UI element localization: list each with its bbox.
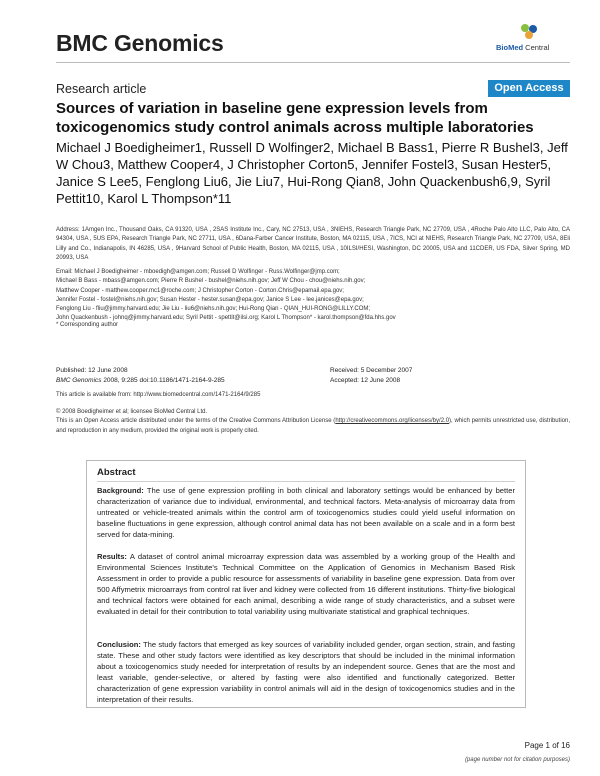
logo-brand: BioMed [496,43,524,52]
abstract-box [86,460,526,708]
article-type: Research article [56,82,147,96]
email-line: Email: Michael J Boedigheimer - mboedigh@amgen.com; Russell D Wolfinger - Russ.Wolfinger@jmp.com; [56,269,340,275]
email-line: Matthew Cooper - matthew.cooper.mc1@roche.com; J Christopher Corton - Corton.Chris@epamail.epa.gov; [56,287,344,294]
abstract-background: Background: The use of gene expression profiling in both clinical and laboratory settings would be enhanced by better characterization of variance due to individual, environmental, and technical factors. Meta-analysis of microarray data from untreated or vehicle-treated animals within the control arm of toxicogenomics studies could yield useful information on baseline fluctuations in gene expression, although control animal data has not been available on a scale and in a form best served for data-mining. [97,486,515,539]
article-url[interactable]: This article is available from: http://www.biomedcentral.com/1471-2164/9/285 [56,392,261,398]
author-name: Russell D Wolfinger2 , [209,140,337,155]
corresponding-author-note: * Corresponding author [56,322,119,328]
author-name: Jie Liu7 , [235,174,287,189]
page-number: Page 1 of 16 [524,741,570,750]
received-date: Received: 5 December 2007 [330,367,413,374]
license-text: This is an Open Access article distributed under the terms of the Creative Commons Attribution License (http://creativecommons.org/licenses/by/2.0), which permits unrestricted use, distribution, and reproduction in any medium, provided the original work is properly cited. [56,418,570,434]
author-name: Susan Hester5 , [461,157,551,172]
biomed-central-logo[interactable] [496,22,564,56]
author-name: Pierre R Bushel3 , [442,140,548,155]
background-label: Background: [97,486,144,495]
author-name: Janice S Lee5 , [56,174,146,189]
abstract-conclusion: Conclusion: The study factors that emerged as key sources of variability included gender, organ section, strain, and fasting state. These and other study factors were identified as key descriptors that should be included in the minimal information about a toxicogenomics study needed for interpretation of results by an independent source. Genes that are the most and least variable, gender-selective, or altered by fasting were also identified and functionally categorized. Better characterization of gene expression variability in control animals will aid in the design of toxicogenomics studies and in the interpretation of their results. [97,640,515,704]
logo-suffix: Central [523,43,550,52]
author-name: Jeff W Chou3 , [56,140,568,172]
license-link[interactable]: http://creativecommons.org/licenses/by/2.0 [335,418,450,425]
open-access-badge: Open Access [488,80,570,97]
abstract-heading: Abstract [97,467,136,478]
copyright-notice [56,408,570,436]
author-name: Michael J Boedigheimer1 , [56,140,209,155]
author-name: Karol L Thompson*11 [107,191,232,206]
journal-title: BMC Genomics [56,30,224,56]
citation [56,376,225,386]
abstract-results: Results: A dataset of control animal microarray expression data was assembled by a working group of the Health and Environmental Sciences Institute's Technical Committee on the Application of Genomics in Mechanism Based Risk Assessment in order to provide a public resource for assessments of variability in baseline gene expression. Data from over 500 Affymetrix microarrays from control rat liver and kidney were collected from 16 different institutions. Thirty-five biological and technical factors were obtained for each animal, describing a wide range of study characteristics, and a subset were evaluated in detail for their contribution to total variability using multivariate statistical and graphical techniques. [97,552,515,616]
citation-details: 2008, 9:285 doi:10.1186/1471-2164-9-285 [101,376,225,384]
author-name: Jennifer Fostel3 , [362,157,462,172]
author-name: Michael B Bass1 , [338,140,442,155]
article-title: Sources of variation in baseline gene expression levels from toxicogenomics study control animals across multiple laboratories [56,100,534,136]
published-date: Published: 12 June 2008 [56,367,128,374]
submission-dates [330,366,412,385]
header-divider [56,62,570,63]
abstract-divider [97,481,515,482]
conclusion-label: Conclusion: [97,640,141,649]
author-name: Syril Pettit10 , [56,174,550,206]
citation-journal: BMC Genomics [56,376,102,384]
author-name: Fenglong Liu6 , [146,174,236,189]
email-line: Jennifer Fostel - fostel@niehs.nih.gov; Susan Hester - hester.susan@epa.gov; Janice S Lee - lee.janices@epa.gov; [56,296,364,303]
author-name: J Christopher Corton5 , [227,157,361,172]
author-name: Hui-Rong Qian8 , [287,174,387,189]
author-list [56,139,570,207]
email-line: Michael B Bass - mbass@amgen.com; Pierre R Bushel - bushel@niehs.nih.gov; Jeff W Chou - chou@niehs.nih.gov; [56,278,366,285]
email-line: John Quackenbush - johnq@jimmy.harvard.edu; Syril Pettit - spettit@ilsi.org; Karol L Thompson* - karol.thompson@fda.hhs.gov [56,315,396,322]
publication-info [56,366,225,385]
author-name: Matthew Cooper4 , [117,157,227,172]
results-label: Results: [97,552,127,561]
author-addresses: Address: 1Amgen Inc., Thousand Oaks, CA 91320, USA , 2SAS Institute Inc., Cary, NC 27513, USA , 3NIEHS, Research Triangle Park, NC 27709, USA , 4Roche Palo Alto LLC, Palo Alto, CA 94304, USA , 5US EPA, Research Triangle Park, NC 27711, USA , 6Dana-Farber Cancer Institute, Boston, MA 02115, USA , 7ICS, NCI at NIEHS, Research Triangle Park, NC 27709, USA, 8Eli Lilly and Co., Indianapolis, IN 46285, USA , 9Harvard School of Public Health, Boston, MA 02115, USA , 10ILSI/HESI, Washington, DC 20005, USA and 11CDER, US FDA, Silver Spring, MD 20993, USA [56,227,570,261]
email-line: Fenglong Liu - fliu@jimmy.harvard.edu; Jie Liu - liu6@niehs.nih.gov; Hui-Rong Qian - QIAN_HUI-RONG@LILLY.COM; [56,306,371,313]
page-number-note: (page number not for citation purposes) [464,757,570,763]
accepted-date: Accepted: 12 June 2008 [330,376,401,384]
author-name: John Quackenbush6,9 , [388,174,525,189]
author-emails [56,268,570,324]
copyright-line: © 2008 Boedigheimer et al; licensee BioMed Central Ltd. [56,409,208,415]
biomed-central-logo-icon [518,22,540,42]
